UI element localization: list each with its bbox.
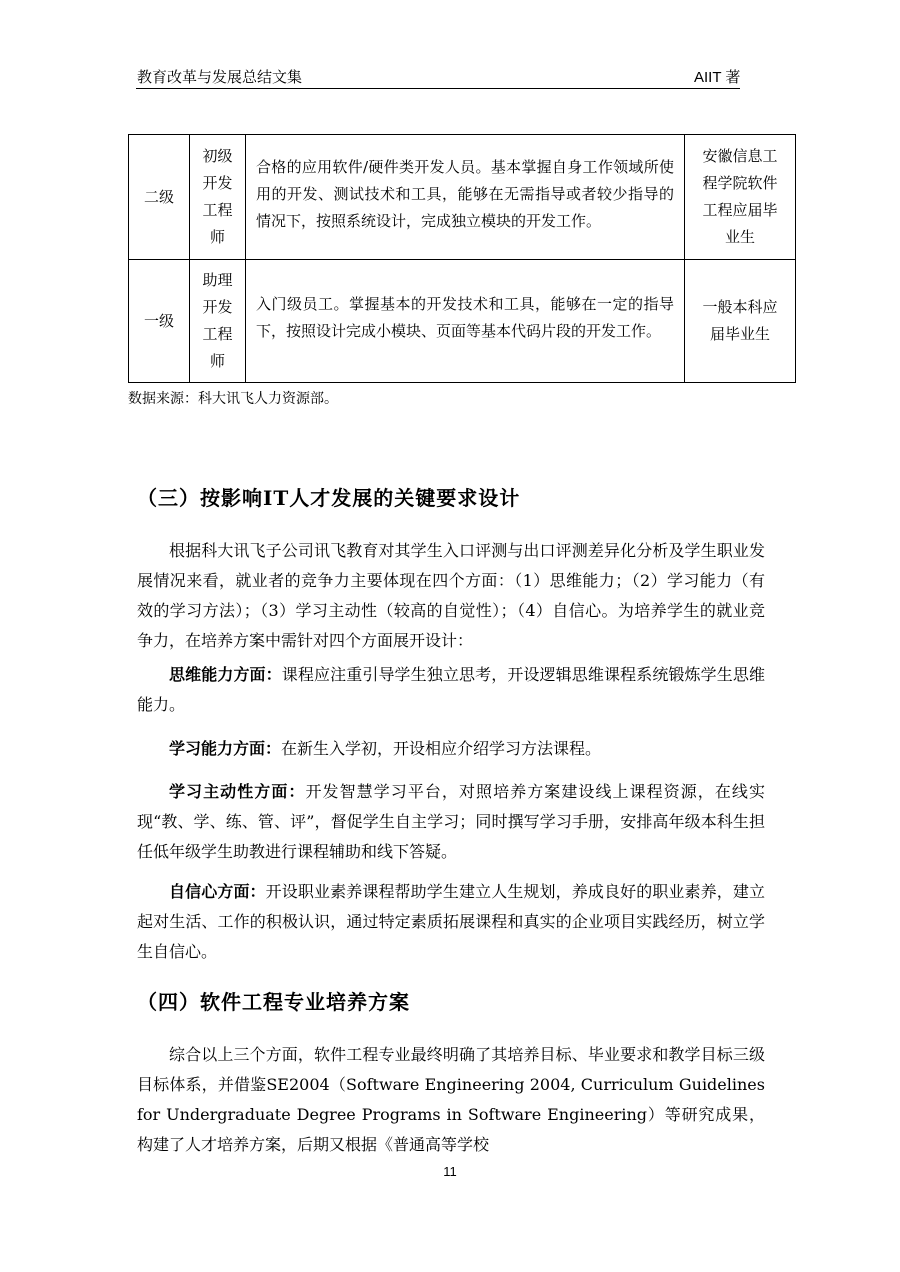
section-heading: （四）软件工程专业培养方案 (137, 990, 410, 1014)
paragraph-learning (137, 734, 765, 764)
paragraph-lead: 思维能力方面： (169, 665, 282, 684)
job-description-text: 入门级员工。掌握基本的开发技术和工具，能够在一定的指导下，按照设计完成小模块、页面等基本代码片段的开发工作。 (256, 295, 674, 340)
section-heading: （三）按影响IT人才发展的关键要求设计 (137, 486, 521, 510)
paragraph-lead: 自信心方面： (169, 882, 266, 901)
table-source-note: 数据来源：科大讯飞人力资源部。 (128, 391, 338, 407)
table-cell-level: 一级 (129, 260, 190, 383)
paragraph-confidence (137, 877, 765, 967)
paragraph-lead: 学习主动性方面： (169, 782, 306, 801)
job-level-table (128, 134, 796, 383)
table-cell-description (246, 135, 685, 260)
job-title-text: 初级开发工程师 (202, 147, 233, 246)
table-cell-source (685, 135, 796, 260)
table-row (129, 260, 796, 383)
table-cell-title (190, 260, 246, 383)
paragraph: 综合以上三个方面，软件工程专业最终明确了其培养目标、毕业要求和教学目标三级目标体系，并借鉴SE2004（Software Engineering 2004, Curriculum Guidelines for Undergraduate Degree Programs in Software Engineering）等研究成果，构建了人才培养方案，后期又根据《普通高等学校 (137, 1045, 765, 1154)
paragraph-text: 开发智慧学习平台，对照培养方案建设线上课程资源，在线实现“教、学、练、管、评”，督促学生自主学习；同时撰写学习手册，安排高年级本科生担任低年级学生助教进行课程辅助和线下答疑。 (137, 782, 765, 861)
paragraph-thinking (137, 660, 765, 720)
job-title-text: 助理开发工程师 (202, 271, 233, 370)
talent-source-text: 一般本科应届毕业生 (702, 298, 778, 343)
table-cell-description (246, 260, 685, 383)
page-number: 11 (443, 1164, 457, 1179)
paragraph-text: 开设职业素养课程帮助学生建立人生规划，养成良好的职业素养，建立起对生活、工作的积极认识，通过特定素质拓展课程和真实的企业项目实践经历，树立学生自信心。 (137, 882, 765, 961)
table-cell-title (190, 135, 246, 260)
paragraph-initiative (137, 777, 765, 867)
table-cell-source (685, 260, 796, 383)
paragraph-lead: 学习能力方面： (169, 739, 282, 758)
table-row (129, 135, 796, 260)
running-header-title: 教育改革与发展总结文集 (137, 68, 303, 86)
paragraph: 根据科大讯飞子公司讯飞教育对其学生入口评测与出口评测差异化分析及学生职业发展情况来看，就业者的竞争力主要体现在四个方面：（1）思维能力；（2）学习能力（有效的学习方法）；（3）学习主动性（较高的自觉性）；（4）自信心。为培养学生的就业竞争力，在培养方案中需针对四个方面展开设计： (137, 541, 765, 650)
talent-source-text: 安徽信息工程学院软件工程应届毕业生 (702, 147, 778, 246)
paragraph-text: 在新生入学初，开设相应介绍学习方法课程。 (281, 739, 602, 758)
paragraph-text: 课程应注重引导学生独立思考，开设逻辑思维课程系统锻炼学生思维能力。 (137, 665, 765, 714)
running-header-author: AIIT 著 (694, 69, 741, 86)
table-cell-level: 二级 (129, 135, 190, 260)
header-rule (136, 88, 740, 89)
job-description-text: 合格的应用软件/硬件类开发人员。基本掌握自身工作领域所使用的开发、测试技术和工具，能够在无需指导或者较少指导的情况下，按照系统设计，完成独立模块的开发工作。 (256, 157, 674, 230)
